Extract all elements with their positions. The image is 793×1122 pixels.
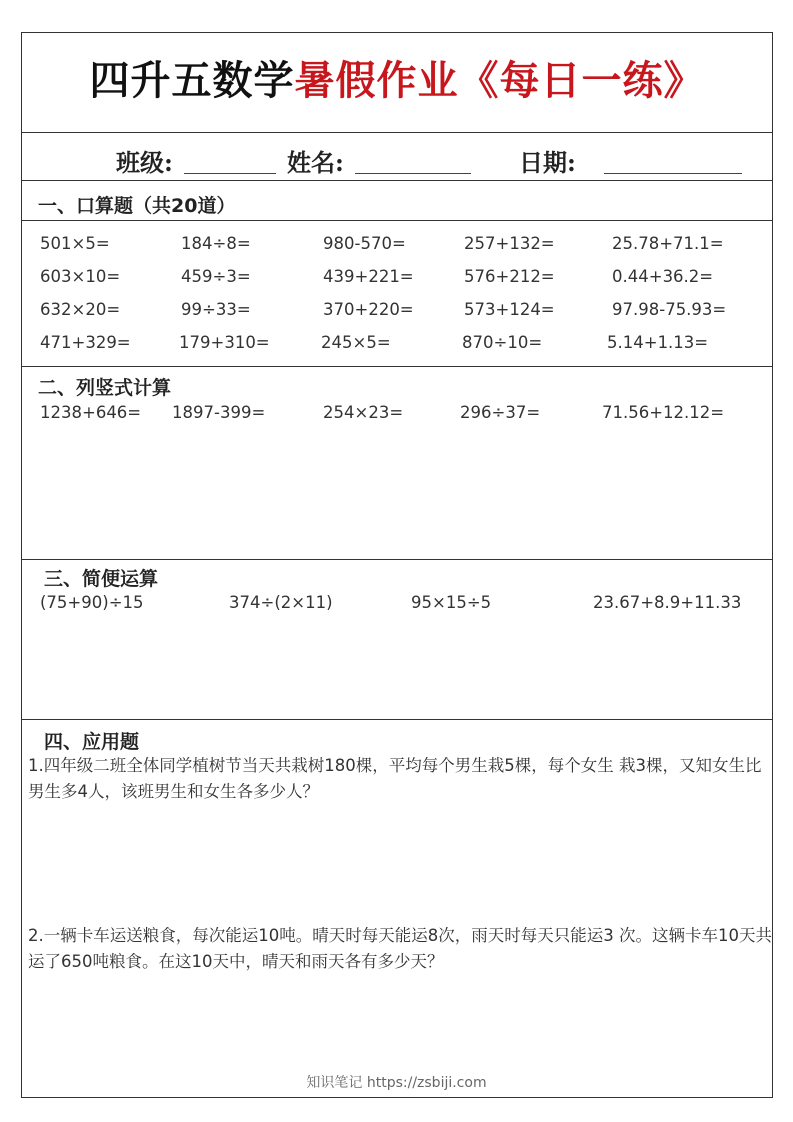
oral-item: 573+124= bbox=[464, 300, 555, 319]
oral-item: 257+132= bbox=[464, 234, 555, 253]
date-blank bbox=[604, 173, 742, 174]
name-label: 姓名: bbox=[287, 148, 344, 177]
title-red-part: 暑假作业《每日一练》 bbox=[294, 58, 705, 104]
word-problem: 2.一辆卡车运送粮食，每次能运10吨。晴天时每天能运8次，雨天时每天只能运3 次。这辆卡车10天共运了650吨粮食。在这10天中，晴天和雨天各有多少天？ bbox=[28, 926, 772, 971]
oral-item: 5.14+1.13= bbox=[607, 333, 709, 352]
oral-item: 980-570= bbox=[323, 234, 406, 253]
oral-item: 501×5= bbox=[40, 234, 110, 253]
word-problem: 1.四年级二班全体同学植树节当天共栽树180棵，平均每个男生栽5棵，每个女生 栽3棵，又知女生比男生多4人，该班男生和女生各多少人？ bbox=[28, 756, 762, 801]
oral-item: 184÷8= bbox=[181, 234, 251, 253]
date-label: 日期: bbox=[519, 148, 576, 177]
oral-item: 459÷3= bbox=[181, 267, 251, 286]
section-heading-word-problems: 四、应用题 bbox=[44, 731, 140, 753]
oral-item: 471+329= bbox=[40, 333, 131, 352]
vertical-item: 296÷37= bbox=[460, 403, 541, 422]
footer-source: 知识笔记 https://zsbiji.com bbox=[306, 1075, 487, 1091]
simplify-item: 374÷(2×11) bbox=[229, 593, 333, 612]
oral-item: 576+212= bbox=[464, 267, 555, 286]
title-black-part: 四升五数学 bbox=[89, 58, 295, 104]
divider bbox=[22, 719, 772, 720]
oral-item: 870÷10= bbox=[462, 333, 543, 352]
divider bbox=[22, 366, 772, 367]
oral-item: 99÷33= bbox=[181, 300, 251, 319]
worksheet bbox=[21, 32, 773, 1098]
oral-item: 439+221= bbox=[323, 267, 414, 286]
class-blank bbox=[184, 173, 276, 174]
simplify-item: 23.67+8.9+11.33 bbox=[593, 593, 742, 612]
vertical-item: 71.56+12.12= bbox=[602, 403, 725, 422]
section-heading-vertical: 二、列竖式计算 bbox=[38, 377, 172, 399]
oral-item: 179+310= bbox=[179, 333, 270, 352]
simplify-item: (75+90)÷15 bbox=[40, 593, 144, 612]
divider bbox=[22, 180, 772, 181]
page-title bbox=[22, 49, 772, 106]
oral-item: 603×10= bbox=[40, 267, 121, 286]
divider bbox=[22, 132, 772, 133]
vertical-item: 254×23= bbox=[323, 403, 404, 422]
name-blank bbox=[355, 173, 471, 174]
divider bbox=[22, 559, 772, 560]
section-heading-simplify: 三、简便运算 bbox=[44, 568, 159, 590]
vertical-item: 1238+646= bbox=[40, 403, 142, 422]
class-label: 班级: bbox=[116, 148, 173, 177]
oral-item: 0.44+36.2= bbox=[612, 267, 714, 286]
simplify-item: 95×15÷5 bbox=[411, 593, 492, 612]
oral-item: 370+220= bbox=[323, 300, 414, 319]
vertical-item: 1897-399= bbox=[172, 403, 266, 422]
oral-item: 245×5= bbox=[321, 333, 391, 352]
oral-item: 25.78+71.1= bbox=[612, 234, 724, 253]
section-heading-oral: 一、口算题（共20道） bbox=[38, 195, 236, 217]
divider bbox=[22, 220, 772, 221]
oral-item: 632×20= bbox=[40, 300, 121, 319]
oral-item: 97.98-75.93= bbox=[612, 300, 727, 319]
